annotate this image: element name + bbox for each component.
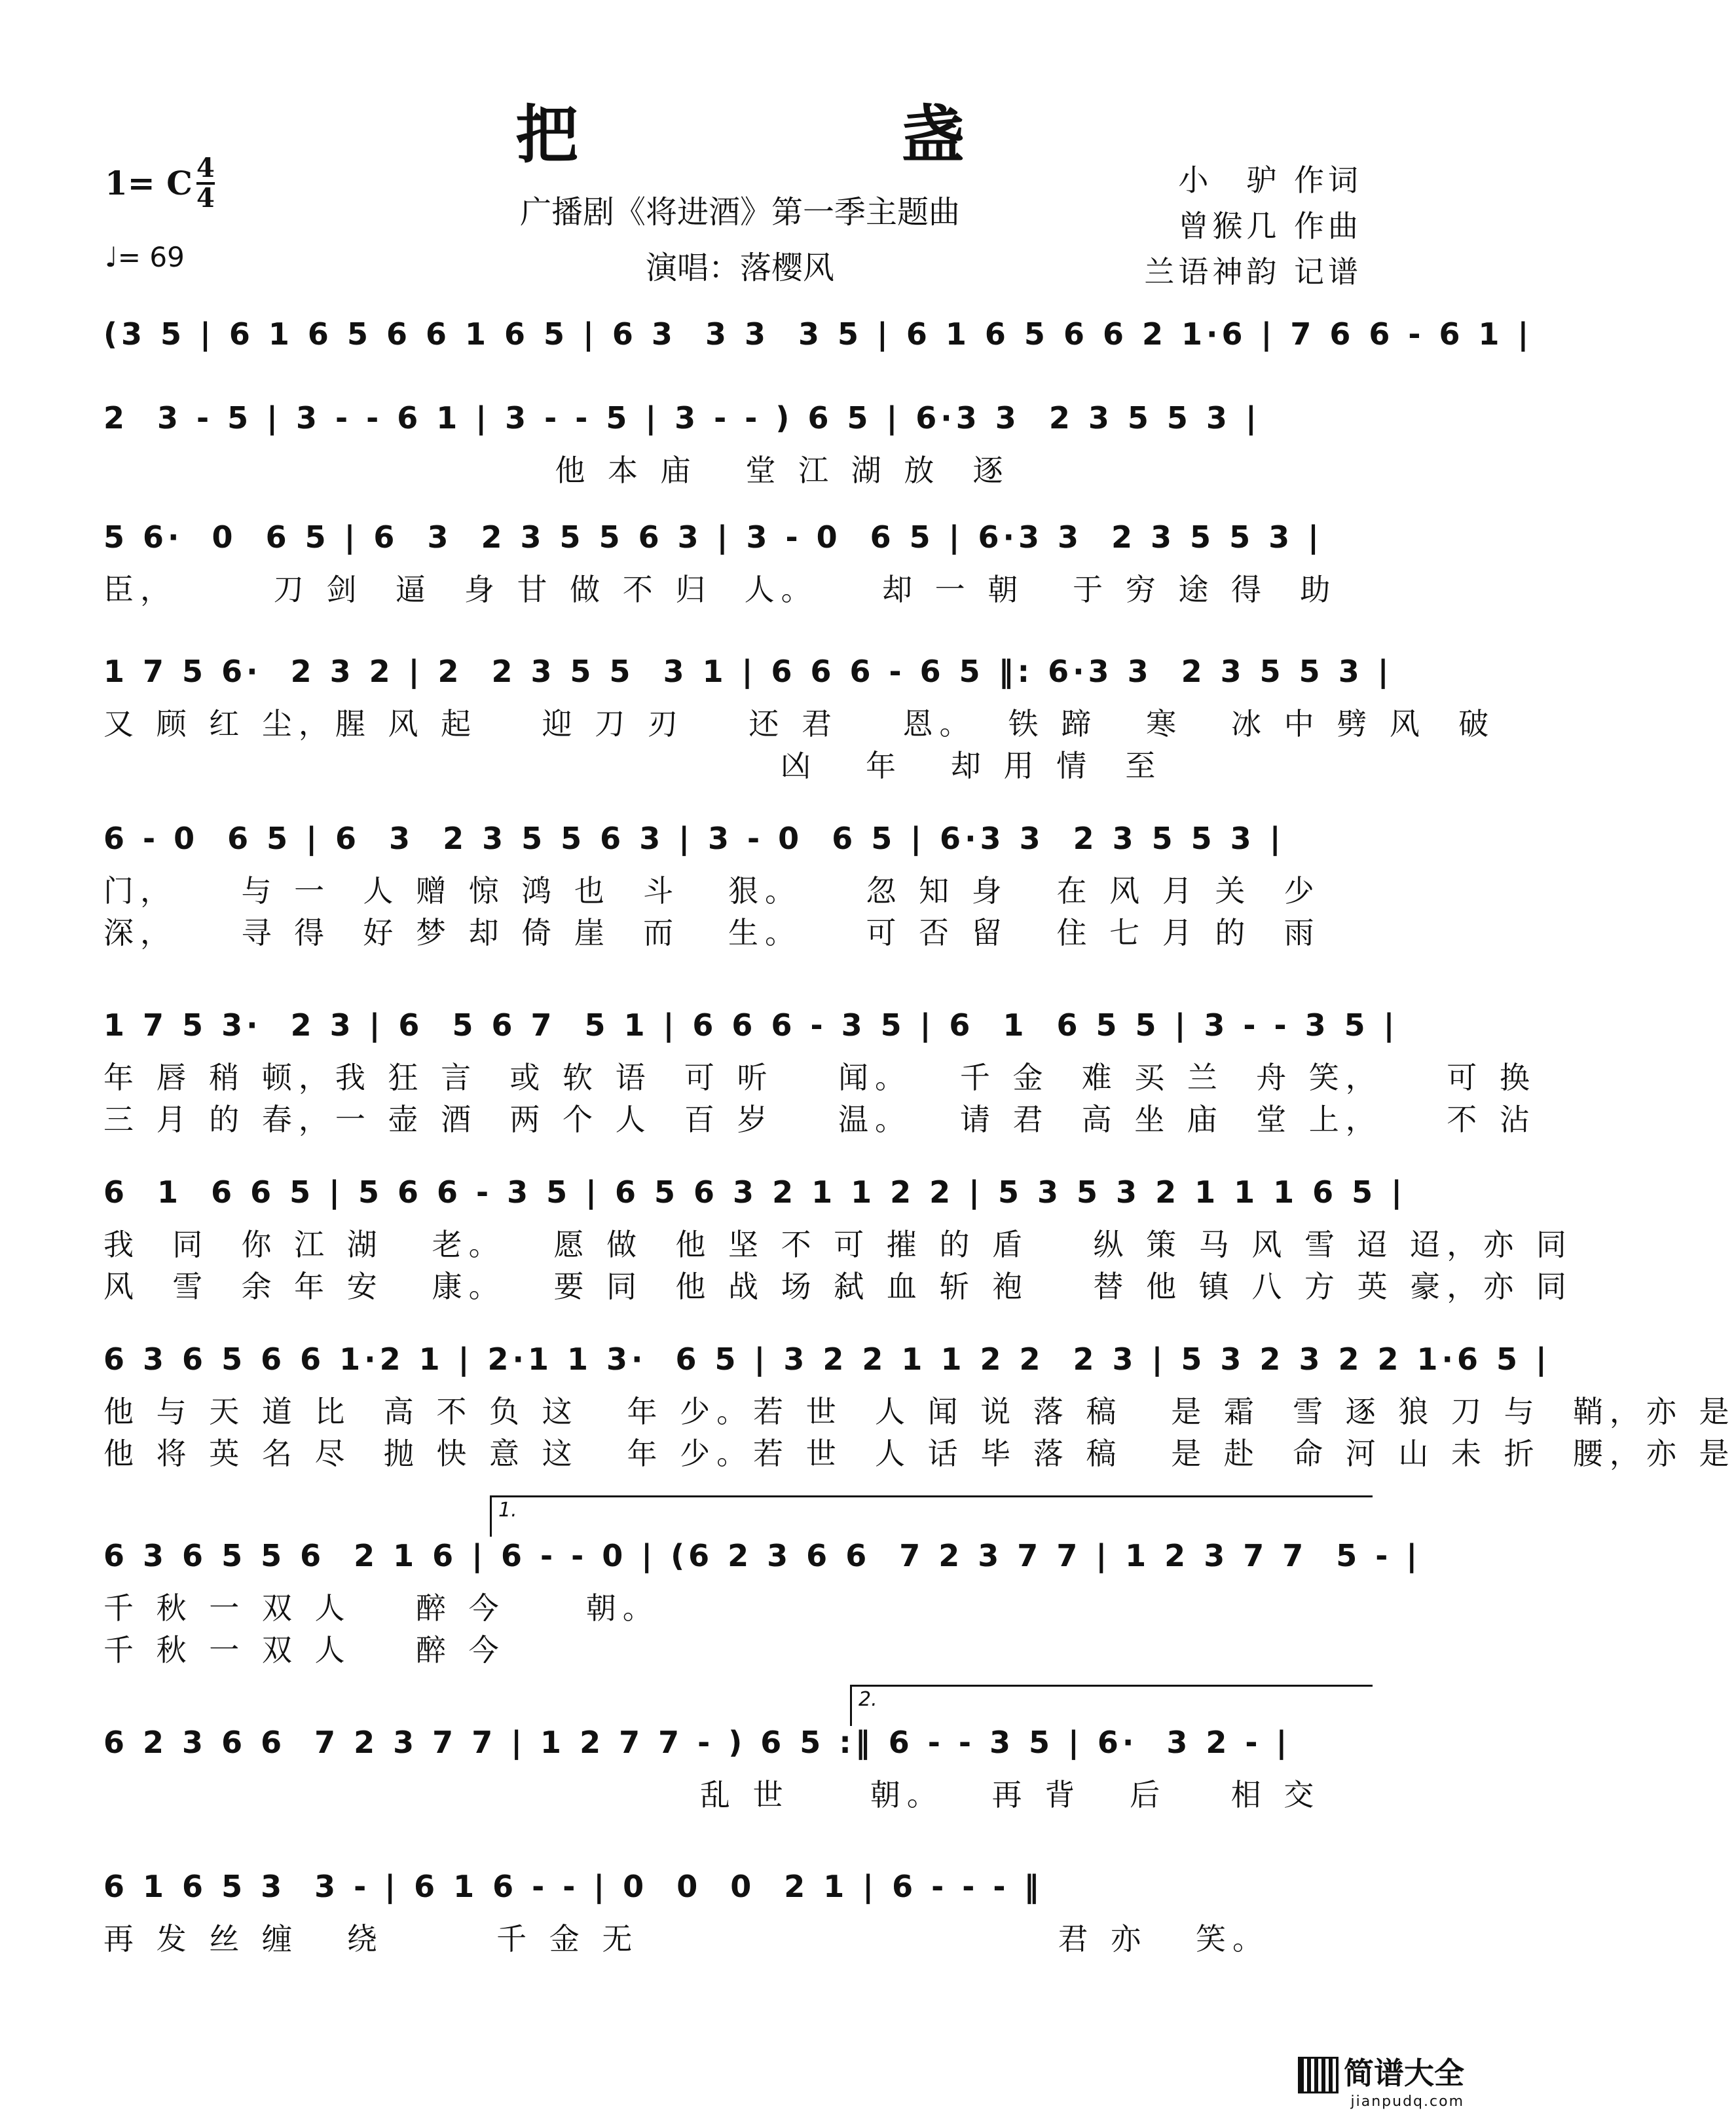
system-7-lyric-1: 我 同 你 江 湖 老。 愿 做 他 坚 不 可 摧 的 盾 纵 策 马 风 雪 迢 迢，亦 同 [103, 1227, 1573, 1262]
volta-second [850, 1685, 1373, 1726]
time-signature [196, 153, 215, 214]
credits [1144, 157, 1362, 295]
system-4-lyric-1: 又 顾 红 尘，腥 风 起 迎 刀 刃 还 君 恩。 铁 蹄 寒 冰 中 劈 风 破 [103, 706, 1496, 741]
system-5-lyric-1: 门， 与 一 人 赠 惊 鸿 也 斗 狠。 忽 知 身 在 风 月 关 少 [103, 873, 1321, 909]
singer-credit: 演唱：落樱风 [645, 250, 834, 286]
system-3-lyric-1: 臣， 刀 剑 逼 身 甘 做 不 归 人。 却 一 朝 于 穷 途 得 助 [103, 572, 1337, 607]
watermark [1298, 2050, 1464, 2110]
watermark-url: jianpudq.com [1350, 2093, 1464, 2110]
system-9-lyric-1: 千 秋 一 双 人 醉 今 朝。 [103, 1590, 659, 1626]
system-5-notes: 6 - 0 6 5 | 6 3 2 3 5 5 6 3 | 3 - 0 6 5 | 6·3 3 2 3 5 5 3 | [103, 821, 1285, 856]
system-1-notes: (3 5 | 6 1 6 5 6 6 1 6 5 | 6 3 3 3 3 5 | 6 1 6 5 6 6 2 1·6 | 7 6 6 - 6 1 | [103, 316, 1533, 352]
time-top: 4 [196, 153, 215, 183]
system-6-lyric-1: 年 唇 稍 顿，我 狂 言 或 软 语 可 听 闻。 千 金 难 买 兰 舟 笑， 可 换 [103, 1060, 1536, 1095]
system-9-lyric-2: 千 秋 一 双 人 醉 今 [103, 1632, 506, 1668]
key-signature: 1= C [105, 164, 193, 202]
system-6-lyric-2: 三 月 的 春，一 壶 酒 两 个 人 百 岁 温。 请 君 高 坐 庙 堂 上， 不 沾 [103, 1102, 1536, 1137]
system-10-notes: 6 2 3 6 6 7 2 3 7 7 | 1 2 7 7 - ) 6 5 :‖ 6 - - 3 5 | 6· 3 2 - | [103, 1725, 1291, 1760]
system-2-lyric-1: 他 本 庙 堂 江 湖 放 逐 [103, 453, 1010, 488]
system-7-lyric-2: 风 雪 余 年 安 康。 要 同 他 战 场 弑 血 斩 袍 替 他 镇 八 方 英 豪，亦 同 [103, 1269, 1573, 1304]
system-4-lyric-2: 凶 年 却 用 情 至 [103, 748, 1162, 783]
volta-first-label: 1. [498, 1499, 517, 1522]
transcriber-credit: 兰语神韵 记谱 [1144, 254, 1362, 290]
system-2-notes: 2 3 - 5 | 3 - - 6 1 | 3 - - 5 | 3 - - ) 6 5 | 6·3 3 2 3 5 5 3 | [103, 400, 1261, 436]
system-5-lyric-2: 深， 寻 得 好 梦 却 倚 崖 而 生。 可 否 留 住 七 月 的 雨 [103, 915, 1321, 950]
system-8-notes: 6 3 6 5 6 6 1·2 1 | 2·1 1 3· 6 5 | 3 2 2 1 1 2 2 2 3 | 5 3 2 3 2 2 1·6 5 | [103, 1341, 1551, 1377]
volta-first [490, 1495, 1373, 1537]
composer-credit: 曾猴几 作曲 [1178, 208, 1362, 244]
system-7-notes: 6 1 6 6 5 | 5 6 6 - 3 5 | 6 5 6 3 2 1 1 2 2 | 5 3 5 3 2 1 1 1 6 5 | [103, 1174, 1407, 1210]
time-bottom: 4 [196, 183, 215, 214]
system-11-lyric-1: 再 发 丝 缠 绕 千 金 无 君 亦 笑。 [103, 1921, 1269, 1957]
system-4-notes: 1 7 5 6· 2 3 2 | 2 2 3 5 5 3 1 | 6 6 6 - 6 5 ‖: 6·3 3 2 3 5 5 3 | [103, 654, 1393, 689]
system-8-lyric-1: 他 与 天 道 比 高 不 负 这 年 少。若 世 人 闻 说 落 稿 是 霜 雪 逐 狼 刀 与 鞘，亦 是 [103, 1394, 1736, 1429]
tempo-mark: ♩= 69 [105, 241, 185, 273]
volta-second-label: 2. [859, 1688, 877, 1711]
system-9-notes: 6 3 6 5 5 6 2 1 6 | 6 - - 0 | (6 2 3 6 6 7 2 3 7 7 | 1 2 3 7 7 5 - | [103, 1538, 1422, 1573]
system-6-notes: 1 7 5 3· 2 3 | 6 5 6 7 5 1 | 6 6 6 - 3 5 | 6 1 6 5 5 | 3 - - 3 5 | [103, 1007, 1399, 1043]
system-10-lyric-1: 乱 世 朝。 再 背 后 相 交 [103, 1777, 1321, 1812]
system-8-lyric-2: 他 将 英 名 尽 抛 快 意 这 年 少。若 世 人 话 毕 落 稿 是 赴 命 河 山 未 折 腰，亦 是 [103, 1436, 1736, 1471]
system-11-notes: 6 1 6 5 3 3 - | 6 1 6 - - | 0 0 0 2 1 | 6 - - - ‖ [103, 1869, 1043, 1904]
lyricist-credit: 小 驴 作词 [1178, 162, 1362, 198]
system-3-notes: 5 6· 0 6 5 | 6 3 2 3 5 5 6 3 | 3 - 0 6 5 | 6·3 3 2 3 5 5 3 | [103, 519, 1323, 555]
piano-icon [1298, 2057, 1339, 2093]
watermark-name: 简谱大全 [1344, 2055, 1464, 2091]
subtitle: 广播剧《将进酒》第一季主题曲 [519, 194, 960, 231]
page-title: 把 盏 [515, 98, 1115, 172]
